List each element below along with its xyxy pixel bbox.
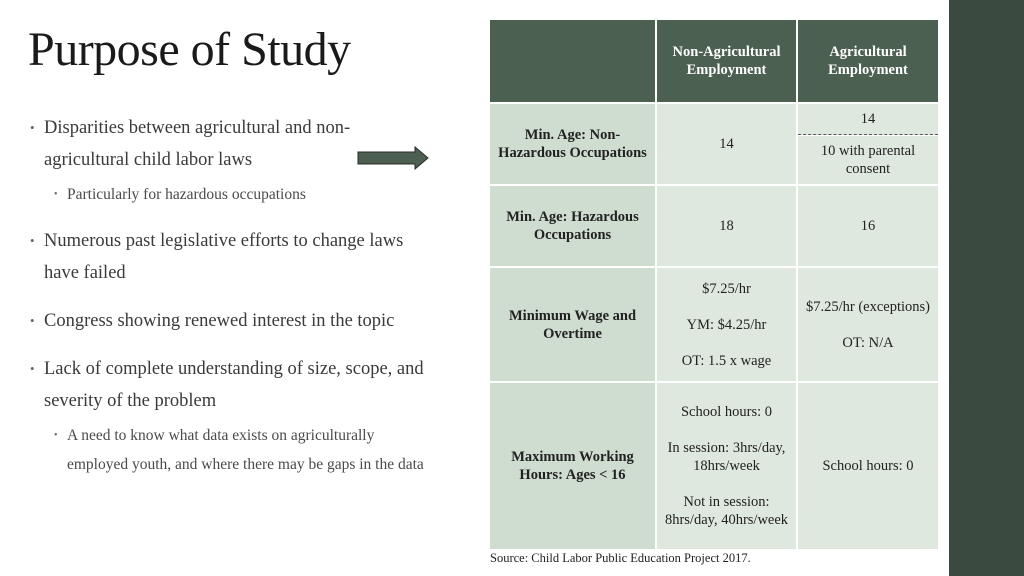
row-header: Min. Age: Non-Hazardous Occupations (489, 103, 656, 185)
source-citation: Source: Child Labor Public Education Project 2017. (490, 551, 751, 565)
cell-line: YM: $4.25/hr (686, 316, 767, 333)
header-non-agricultural: Non-Agricultural Employment (656, 19, 797, 103)
ag-cell: School hours: 0 (797, 382, 939, 550)
cell-line: OT: 1.5 x wage (681, 352, 772, 369)
cell-line: School hours: 0 (680, 404, 773, 420)
ag-cell-bottom: 10 with parental consent (798, 136, 938, 184)
cell-line: $7.25/hr (exceptions) (805, 298, 931, 315)
ag-cell-top: 14 (798, 104, 938, 135)
comparison-table (488, 18, 940, 551)
table-row (489, 103, 939, 185)
bullet-item: • Congress showing renewed interest in the topic (30, 305, 430, 337)
non-ag-cell (656, 267, 797, 382)
table-header-row (489, 19, 939, 103)
sub-bullet-item: • A need to know what data exists on agriculturally employed youth, and where there may be gaps in the data (30, 421, 430, 479)
non-ag-cell: 18 (656, 185, 797, 267)
bullet-item: • Disparities between agricultural and non-agricultural child labor laws (30, 112, 430, 176)
sub-bullet-item: • Particularly for hazardous occupations (30, 180, 430, 209)
bullet-item: • Numerous past legislative efforts to change laws have failed (30, 225, 430, 289)
table-row (489, 382, 939, 550)
ag-split-cell (797, 103, 939, 185)
cell-line: OT: N/A (842, 334, 894, 351)
cell-line: Not in session: 8hrs/day, 40hrs/week (664, 494, 789, 528)
side-bar-decoration (949, 0, 1024, 576)
row-header: Maximum Working Hours: Ages < 16 (489, 382, 656, 550)
ag-cell: 16 (797, 185, 939, 267)
cell-line: $7.25/hr (702, 280, 751, 297)
ag-cell (797, 267, 939, 382)
table-row (489, 185, 939, 267)
bullet-item: • Lack of complete understanding of size, scope, and severity of the problem (30, 353, 430, 417)
row-header: Minimum Wage and Overtime (489, 267, 656, 382)
page-title: Purpose of Study (28, 23, 351, 76)
non-ag-cell: 14 (656, 103, 797, 185)
cell-line: In session: 3hrs/day, 18hrs/week (667, 440, 786, 474)
header-cell-empty (489, 19, 656, 103)
table-row (489, 267, 939, 382)
header-agricultural: Agricultural Employment (797, 19, 939, 103)
non-ag-cell (656, 382, 797, 550)
right-arrow-icon (357, 146, 429, 170)
row-header: Min. Age: Hazardous Occupations (489, 185, 656, 267)
